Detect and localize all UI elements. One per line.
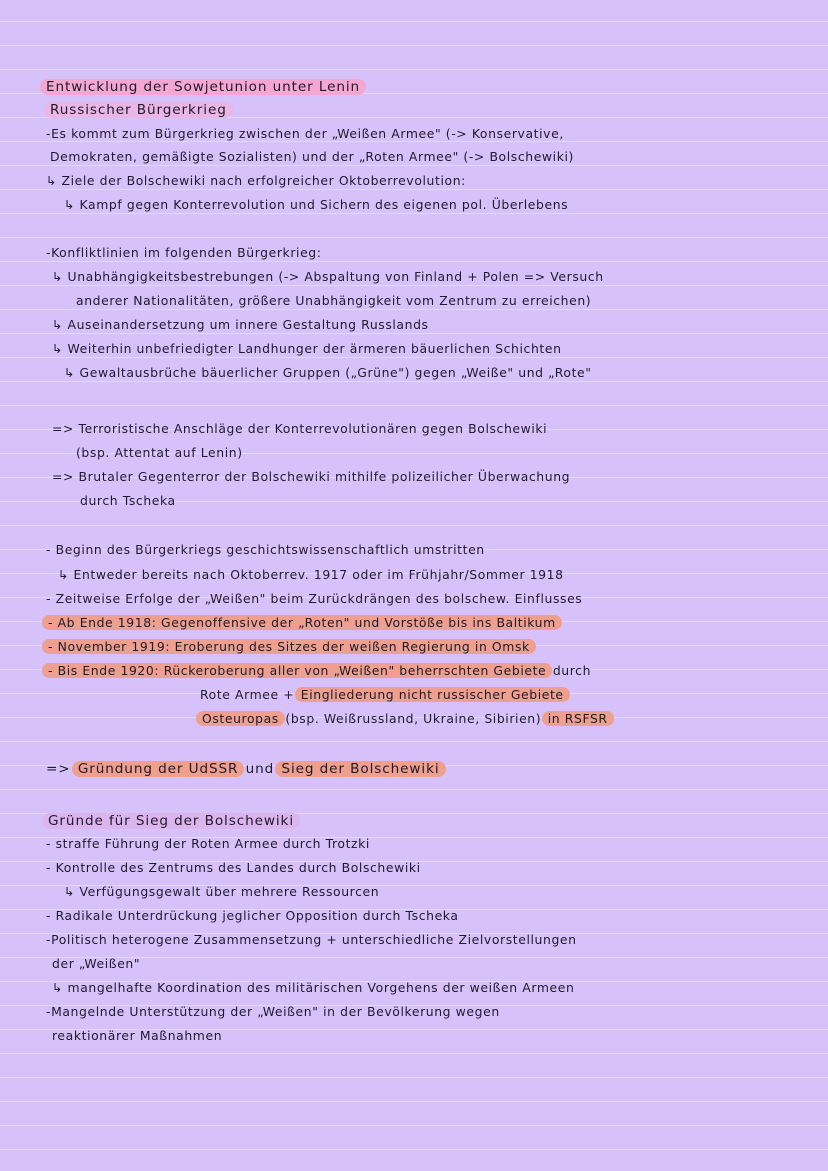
plain-text: durch: [552, 663, 592, 678]
note-line: ↳ Weiterhin unbefriedigter Landhunger der ärmeren bäuerlichen Schichten: [52, 341, 562, 356]
plain-text: (bsp. Weißrussland, Ukraine, Sibirien): [285, 711, 542, 726]
note-line: - Beginn des Bürgerkriegs geschichtswissenschaftlich umstritten: [46, 542, 485, 557]
highlight-text: - November 1919: Eroberung des Sitzes der weißen Regierung in Omsk: [42, 639, 536, 654]
note-title: [44, 78, 362, 96]
note-line: - Kontrolle des Zentrums des Landes durch Bolschewiki: [46, 860, 421, 875]
highlight-text: Sieg der Bolschewiki: [275, 761, 445, 777]
note-line: ↳ Verfügungsgewalt über mehrere Ressourcen: [64, 884, 380, 899]
note-line: ↳ Gewaltausbrüche bäuerlicher Gruppen („Grüne") gegen „Weiße" und „Rote": [64, 365, 592, 380]
note-line: -Konfliktlinien im folgenden Bürgerkrieg:: [46, 245, 322, 260]
note-line: - Radikale Unterdrückung jeglicher Opposition durch Tscheka: [46, 908, 459, 923]
section-heading-civil-war: [48, 101, 229, 119]
highlight-text: - Bis Ende 1920: Rückeroberung aller von „Weißen" beherrschten Gebiete: [42, 663, 552, 678]
highlighted-note-line: [200, 686, 566, 704]
note-line: => Brutaler Gegenterror der Bolschewiki mithilfe polizeilicher Überwachung: [52, 469, 571, 484]
note-line: reaktionärer Maßnahmen: [52, 1028, 223, 1043]
note-line: der „Weißen": [52, 956, 141, 971]
note-line: ↳ Entweder bereits nach Oktoberrev. 1917 oder im Frühjahr/Sommer 1918: [58, 567, 564, 582]
note-line: ↳ Unabhängigkeitsbestrebungen (-> Abspaltung von Finland + Polen => Versuch: [52, 269, 604, 284]
highlight-text: Eingliederung nicht russischer Gebiete: [295, 687, 570, 702]
highlight-text: Gründung der UdSSR: [72, 761, 245, 777]
section-heading-civil-war-text: Russischer Bürgerkrieg: [44, 102, 233, 118]
note-line: - Zeitweise Erfolge der „Weißen" beim Zurückdrängen des bolschew. Einflusses: [46, 591, 583, 606]
note-line: ↳ Kampf gegen Konterrevolution und Sichern des eigenen pol. Überlebens: [64, 197, 569, 212]
highlighted-note-line: [46, 638, 532, 656]
note-line: (bsp. Attentat auf Lenin): [76, 445, 243, 460]
note-title-text: Entwicklung der Sowjetunion unter Lenin: [40, 79, 366, 95]
highlighted-note-line: [200, 710, 610, 728]
highlight-text: Osteuropas: [196, 711, 285, 726]
section-heading-reasons-text: Gründe für Sieg der Bolschewiki: [42, 813, 300, 829]
conclusion-line: [46, 760, 442, 778]
plain-text: Rote Armee +: [200, 687, 295, 702]
plain-text: und: [245, 761, 275, 777]
note-line: => Terroristische Anschläge der Konterrevolutionären gegen Bolschewiki: [52, 421, 548, 436]
highlight-text: - Ab Ende 1918: Gegenoffensive der „Roten" und Vorstöße bis ins Baltikum: [42, 615, 562, 630]
section-heading-reasons: [46, 812, 296, 830]
plain-text: =>: [46, 761, 71, 777]
note-line: - straffe Führung der Roten Armee durch Trotzki: [46, 836, 370, 851]
highlight-text: in RSFSR: [542, 711, 614, 726]
note-line: durch Tscheka: [80, 493, 176, 508]
highlighted-note-line: [46, 662, 591, 680]
note-line: ↳ mangelhafte Koordination des militärischen Vorgehens der weißen Armeen: [52, 980, 575, 995]
note-line: -Es kommt zum Bürgerkrieg zwischen der „Weißen Armee" (-> Konservative,: [46, 126, 564, 141]
note-line: -Politisch heterogene Zusammensetzung + unterschiedliche Zielvorstellungen: [46, 932, 577, 947]
note-line: ↳ Auseinandersetzung um innere Gestaltung Russlands: [52, 317, 429, 332]
note-line: Demokraten, gemäßigte Sozialisten) und der „Roten Armee" (-> Bolschewiki): [50, 149, 574, 164]
note-line: -Mangelnde Unterstützung der „Weißen" in der Bevölkerung wegen: [46, 1004, 500, 1019]
note-line: ↳ Ziele der Bolschewiki nach erfolgreicher Oktoberrevolution:: [46, 173, 466, 188]
highlighted-note-line: [46, 614, 558, 632]
note-line: anderer Nationalitäten, größere Unabhängigkeit vom Zentrum zu erreichen): [76, 293, 592, 308]
